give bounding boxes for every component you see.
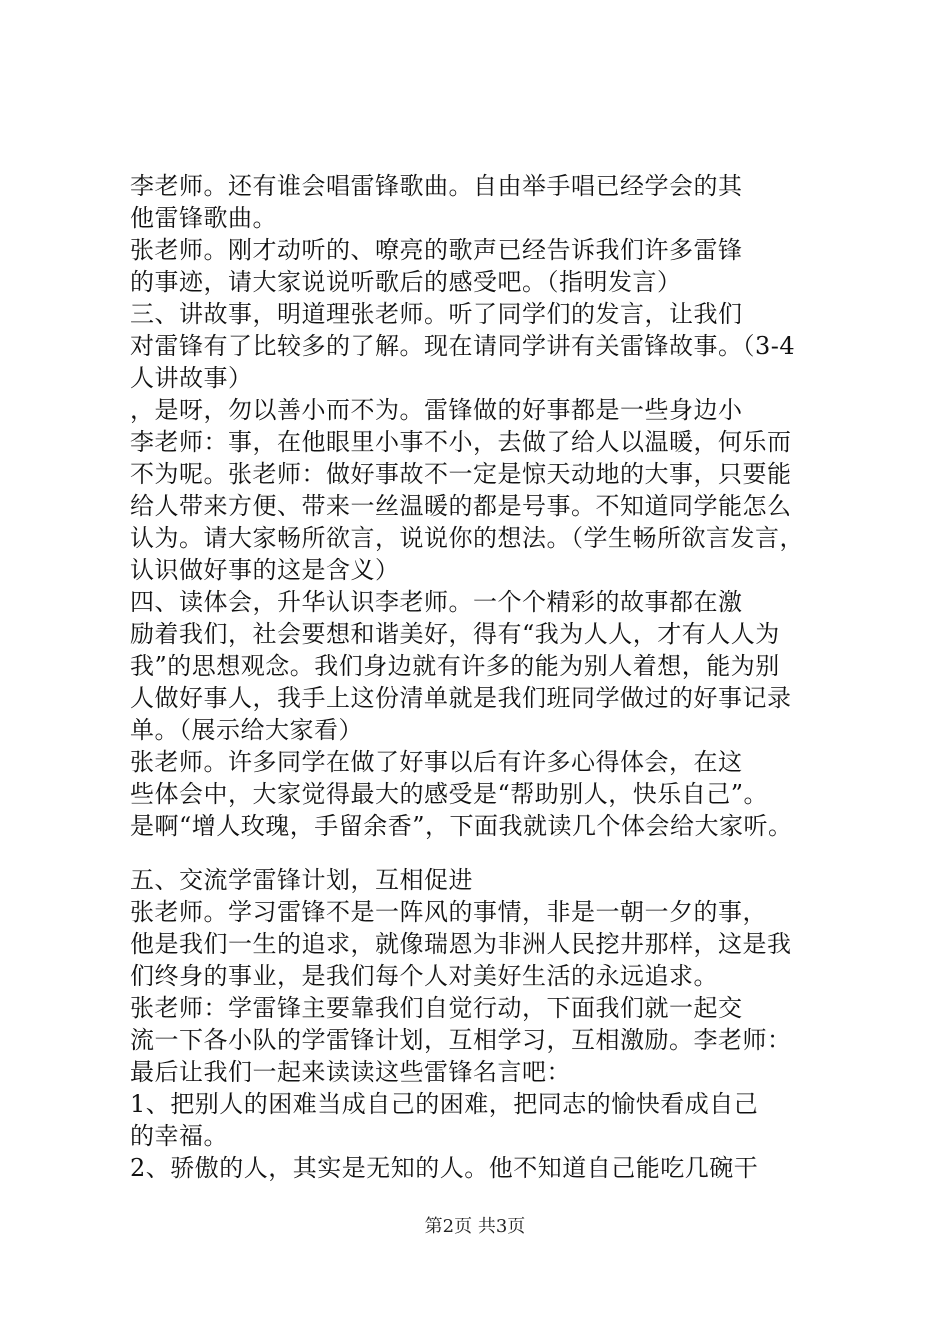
page-footer: 第2页 共3页 [424,1216,526,1237]
text-line: 人讲故事） [130,364,253,392]
text-line: 三、讲故事，明道理张老师。听了同学们的发言，让我们 [130,300,743,328]
text-line: 对雷锋有了比较多的了解。现在请同学讲有关雷锋故事。（3-4 [130,332,796,360]
text-line: 最后让我们一起来读读这些雷锋名言吧： [130,1058,571,1086]
text-line: 励着我们，社会要想和谐美好，得有“我为人人，才有人人为 [130,620,780,648]
text-line: 张老师。刚才动听的、嘹亮的歌声已经告诉我们许多雷锋 [130,236,743,264]
text-line: 是啊“增人玫瑰，手留余香”，下面我就读几个体会给大家听。 [130,812,793,840]
text-line: 我”的思想观念。我们身边就有许多的能为别人着想，能为别 [130,652,780,680]
text-line: 他雷锋歌曲。 [130,204,277,232]
text-line: 认为。请大家畅所欲言，说说你的想法。（学生畅所欲言发言， [130,524,804,552]
text-line: 李老师：事，在他眼里小事不小，去做了给人以温暖，何乐而 [130,428,792,456]
text-line: 四、读体会，升华认识李老师。一个个精彩的故事都在激 [130,588,743,616]
quote-line: 2、骄傲的人，其实是无知的人。他不知道自己能吃几碗干 [130,1154,759,1182]
text-line: 人做好事人，我手上这份清单就是我们班同学做过的好事记录 [130,684,792,712]
text-line: 张老师：学雷锋主要靠我们自觉行动，下面我们就一起交 [130,994,743,1022]
text-line: 张老师。学习雷锋不是一阵风的事情，非是一朝一夕的事， [130,898,767,926]
text-line: 流一下各小队的学雷锋计划，互相学习，互相激励。李老师： [130,1026,792,1054]
text-line: 给人带来方便、带来一丝温暖的都是号事。不知道同学能怎么 [130,492,792,520]
text-line: 认识做好事的这是含义） [130,556,400,584]
text-line: 单。（展示给大家看） [130,716,363,744]
text-line: 不为呢。张老师：做好事故不一定是惊天动地的大事，只要能 [130,460,792,488]
text-line: 张老师。许多同学在做了好事以后有许多心得体会，在这 [130,748,743,776]
section-heading: 五、交流学雷锋计划，互相促进 [130,866,473,894]
quote-line: 1、把别人的困难当成自己的困难，把同志的愉快看成自己 [130,1090,759,1118]
text-line: 的事迹，请大家说说听歌后的感受吧。（指明发言） [130,268,682,296]
text-line: ，是呀，勿以善小而不为。雷锋做的好事都是一些身边小 [130,396,743,424]
text-line: 他是我们一生的追求，就像瑞恩为非洲人民挖井那样，这是我 [130,930,792,958]
quote-line: 的幸福。 [130,1122,228,1150]
text-line: 些体会中，大家觉得最大的感受是“帮助别人，快乐自己”。 [130,780,769,808]
text-line: 们终身的事业，是我们每个人对美好生活的永远追求。 [130,962,718,990]
text-line: 李老师。还有谁会唱雷锋歌曲。自由举手唱已经学会的其 [130,172,743,200]
